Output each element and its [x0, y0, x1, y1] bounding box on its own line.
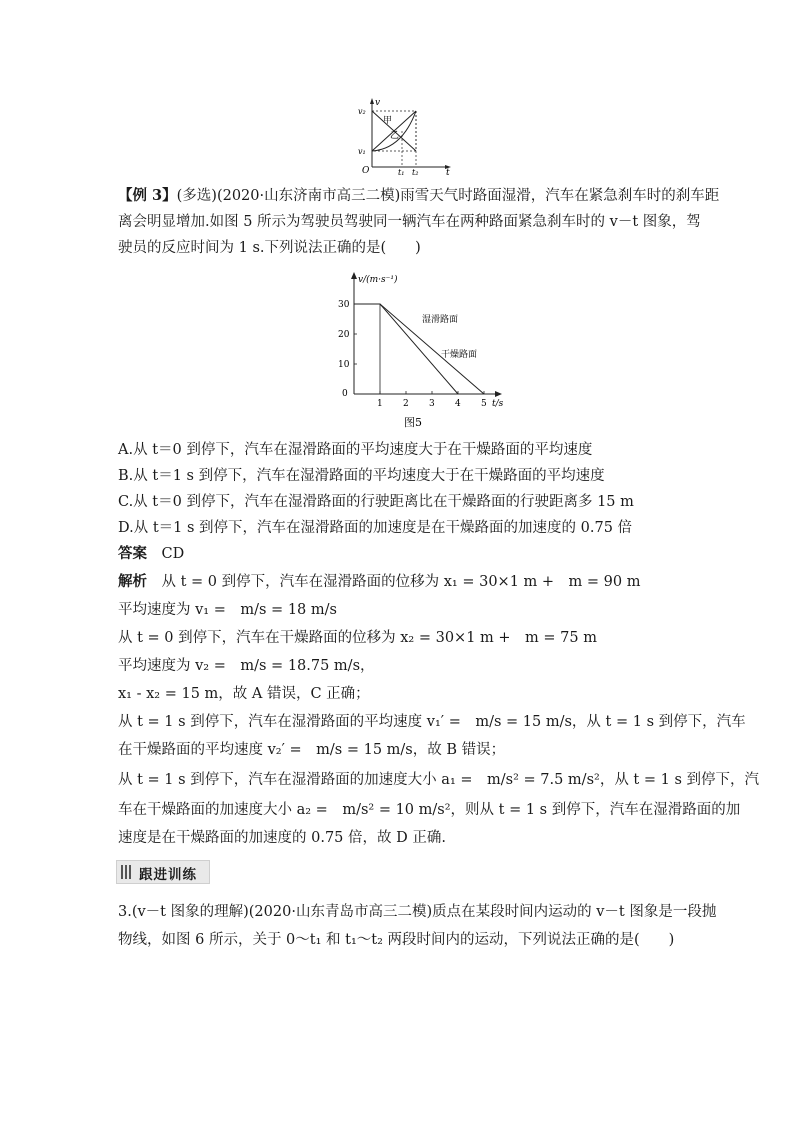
small-vt-figure — [350, 95, 460, 175]
v2-label: v₂ — [358, 107, 366, 116]
section-follow-training — [116, 860, 210, 884]
analysis-line-5: x₁ - x₂ = 15 m，故 A 错误，C 正确； — [118, 686, 370, 702]
analysis-label: 解析 — [118, 573, 147, 590]
y-axis-label: v/(m·s⁻¹) — [358, 275, 398, 285]
example-line-2: 离会明显增加.如图 5 所示为驾驶员驾驶同一辆汽车在两种路面紧急刹车时的 v－t 图象，驾 — [118, 214, 701, 230]
series-label-dry: 干燥路面 — [441, 350, 478, 360]
t1-label: t₁ — [398, 168, 405, 175]
analysis-line-1 — [118, 572, 718, 592]
jia-label: 甲 — [383, 116, 393, 126]
section-bars-icon — [121, 865, 131, 879]
figure-caption: 图5 — [404, 416, 422, 428]
x-tick-label-1: 1 — [377, 399, 383, 409]
analysis-line-2: 平均速度为 v₁ = m/s = 18 m/s — [118, 602, 337, 618]
analysis-line-10: 速度是在干燥路面的加速度的 0.75 倍，故 D 正确. — [118, 830, 446, 846]
option-c: C.从 t＝0 到停下，汽车在湿滑路面的行驶距离比在干燥路面的行驶距离多 15 m — [118, 494, 634, 510]
series-label-wet: 湿滑路面 — [422, 315, 459, 325]
answer-value: CD — [161, 546, 185, 562]
section-title: 跟进训练 — [139, 867, 197, 883]
y-tick-label-30: 30 — [338, 300, 350, 310]
t2-label: t₂ — [412, 168, 419, 175]
x-tick-label-4: 4 — [455, 399, 461, 409]
x-axis-label: t/s — [492, 399, 504, 409]
origin-tick-label: 0 — [342, 389, 348, 399]
v-axis-label: v — [375, 98, 381, 108]
y-axis-arrow — [351, 272, 357, 279]
x-tick-label-3: 3 — [429, 399, 435, 409]
option-b: B.从 t＝1 s 到停下，汽车在湿滑路面的平均速度大于在干燥路面的平均速度 — [118, 468, 605, 484]
answer-label: 答案 — [118, 545, 147, 562]
origin-label: O — [362, 166, 370, 175]
analysis-line-7: 在干燥路面的平均速度 v₂′ = m/s = 15 m/s，故 B 错误； — [118, 742, 506, 758]
analysis-line-6: 从 t = 1 s 到停下，汽车在湿滑路面的平均速度 v₁′ = m/s = 15 m/s，从 t = 1 s 到停下，汽车 — [118, 714, 746, 730]
example-line-1 — [118, 186, 718, 206]
analysis-line-4: 平均速度为 v₂ = m/s = 18.75 m/s， — [118, 658, 375, 674]
analysis-line-9: 车在干燥路面的加速度大小 a₂ = m/s² = 10 m/s²，则从 t = 1 s 到停下，汽车在湿滑路面的加 — [118, 802, 741, 818]
t-axis-label: t — [446, 168, 450, 175]
figure-5-chart — [310, 268, 510, 428]
x-axis-arrow — [495, 391, 502, 397]
analysis-line-8: 从 t = 1 s 到停下，汽车在湿滑路面的加速度大小 a₁ = m/s² = 7.5 m/s²，从 t = 1 s 到停下，汽 — [118, 772, 760, 788]
yi-label: 乙 — [390, 131, 400, 141]
option-d: D.从 t＝1 s 到停下，汽车在湿滑路面的加速度是在干燥路面的加速度的 0.75 倍 — [118, 520, 633, 536]
v1-label: v₁ — [358, 147, 366, 156]
option-a: A.从 t＝0 到停下，汽车在湿滑路面的平均速度大于在干燥路面的平均速度 — [118, 442, 593, 458]
analysis-text-1: 从 t = 0 到停下，汽车在湿滑路面的位移为 x₁ = 30×1 m + m = 90 m — [161, 574, 641, 590]
answer-line — [118, 544, 718, 564]
example-line-3: 驶员的反应时间为 1 s.下列说法正确的是( ) — [118, 240, 421, 256]
question-3-line-1: 3.(v－t 图象的理解)(2020·山东青岛市高三二模)质点在某段时间内运动的 v－t 图象是一段抛 — [118, 904, 717, 920]
example-text-1: (多选)(2020·山东济南市高三二模)雨雪天气时路面湿滑，汽车在紧急刹车时的刹车距 — [176, 188, 720, 204]
y-tick-label-20: 20 — [338, 330, 350, 340]
x-tick-label-2: 2 — [403, 399, 409, 409]
x-tick-label-5: 5 — [481, 399, 487, 409]
analysis-line-3: 从 t = 0 到停下，汽车在干燥路面的位移为 x₂ = 30×1 m + m = 75 m — [118, 630, 597, 646]
example-tag: 【例 3】 — [118, 187, 177, 204]
y-tick-label-10: 10 — [338, 360, 350, 370]
question-3-line-2: 物线，如图 6 所示，关于 0～t₁ 和 t₁～t₂ 两段时间内的运动，下列说法正确的是( ) — [118, 932, 675, 948]
